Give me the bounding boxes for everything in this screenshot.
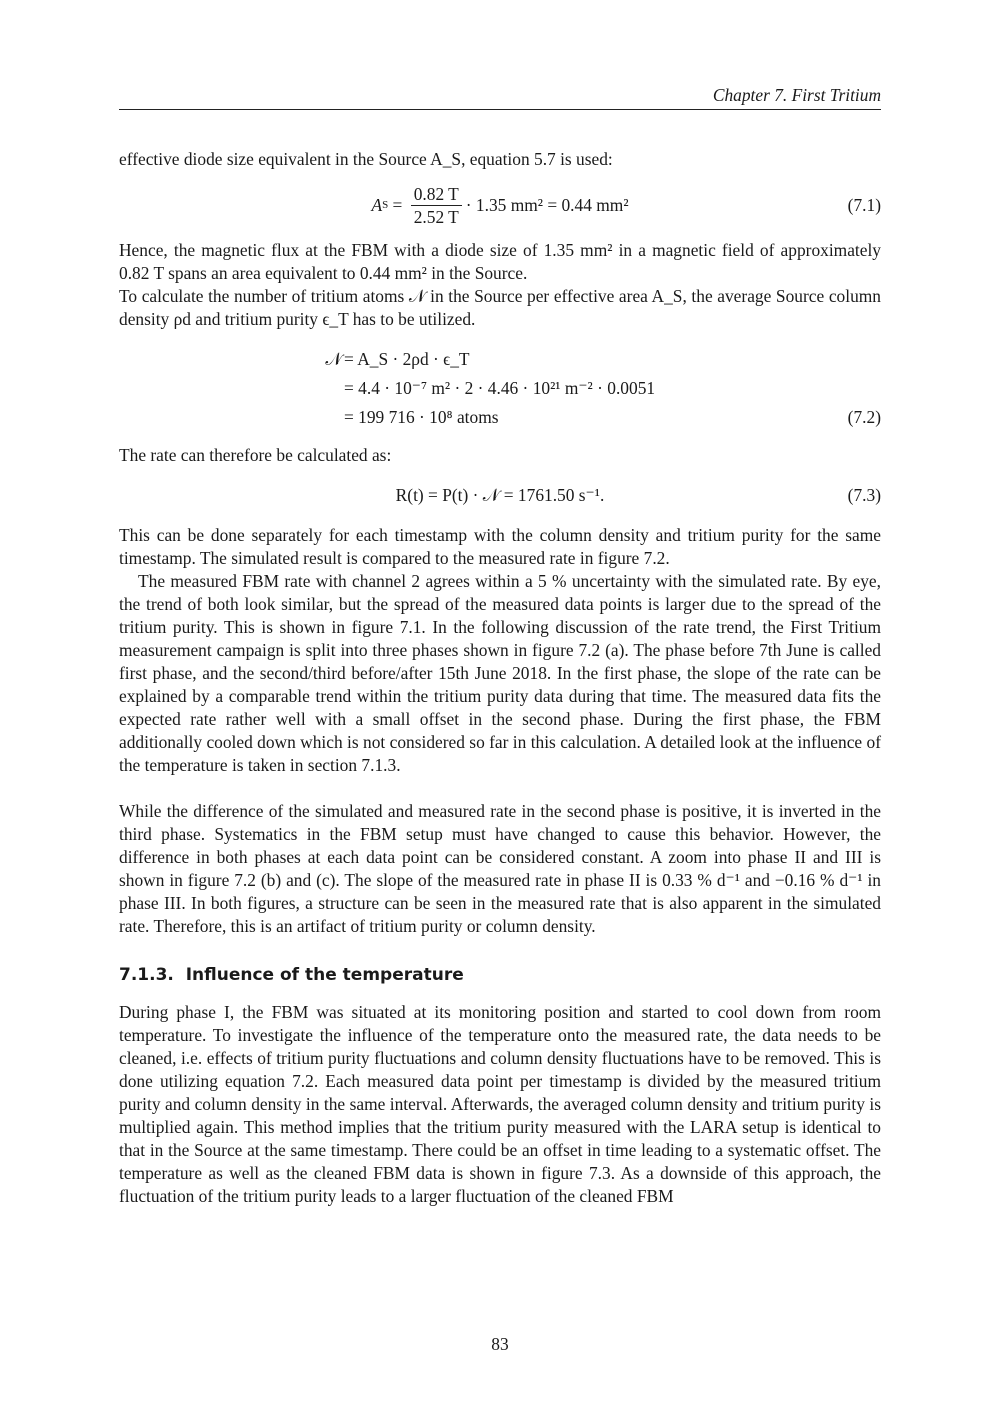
eq1-rest: · 1.35 mm² = 0.44 mm² <box>465 194 629 215</box>
equation-7-1: A S = $\frac{0.82 T}{2.52 T}$ · 1.35 mm² = 0.44 mm² (7.1) <box>371 183 881 227</box>
paragraph-measured-rate: The measured FBM rate with channel 2 agrees within a 5 % uncertainty with the simulated rate. By eye, the trend of both look similar, but the spread of the measured data points is larger due to the spread of the tritium purity. This is shown in figure 7.1. In the following discussion of the rate trend, the First Tritium measurement campaign is split into three phases shown in figure 7.2 (a). The phase before 7th June is called first phase, and the second/third before/after 15th June 2018. In the first phase, the slope of the rate can be explained by a comparable trend within the tritium purity data during that time. The measured data fits the expected rate rather well with a small offset in the second phase. During the first phase, the FBM additionally cooled down which is not considered so far in this calculation. A detailed look at the influence of the temperature is taken in section 7.1.3. <box>119 571 881 775</box>
paragraph-difference: While the difference of the simulated and measured rate in the second phase is positive, it is inverted in the third phase. Systematics in the FBM setup must have changed to cause this behavior. However, the difference in both phases at each data point can be considered constant. A zoom into phase II and III is shown in figure 7.2 (b) and (c). The slope of the measured rate in phase II is 0.33 % d⁻¹ and −0.16 % d⁻¹ in phase III. In both figures, a structure can be seen in the measured rate that is also apparent in the simulated rate. Therefore, this is an artifact of tritium purity or column density. <box>119 801 881 936</box>
section-title: Influence of the temperature <box>185 965 464 985</box>
eq1-fraction <box>411 183 462 228</box>
page-body <box>119 84 881 1208</box>
eq1-lhs: A <box>371 194 383 215</box>
chapter-title: Chapter 7. First Tritium <box>712 85 881 105</box>
eq1-equals: = <box>388 194 407 215</box>
eq2-row-2: = 4.4 · 10⁻⁷ m² · 2 · 4.46 · 10²¹ m⁻² · 0.0051 <box>344 378 656 398</box>
paragraph-flux: Hence, the magnetic flux at the FBM with a diode size of 1.35 mm² in a magnetic field of approximately 0.82 T spans an area equivalent to 0.44 mm² in the Source. <box>119 240 881 283</box>
paragraph-rate-intro: The rate can therefore be calculated as: <box>119 445 392 465</box>
eq2-label: (7.2) <box>847 407 881 427</box>
equation-7-2 <box>119 345 881 432</box>
paragraph-separate: This can be done separately for each timestamp with the column density and tritium purity for the same timestamp. The simulated result is compared to the measured rate in figure 7.2. <box>119 525 881 568</box>
eq2-lhs: 𝒩 <box>325 349 342 369</box>
eq2-row-1: = A_S · 2ρd · ϵ_T <box>344 349 470 369</box>
paragraph-temperature: During phase I, the FBM was situated at its monitoring position and started to cool down from room temperature. To investigate the influence of the temperature onto the measured rate, the data needs to be cleaned, i.e. effects of tritium purity fluctuations and column density fluctuations have to be removed. This is done utilizing equation 7.2. Each measured data point per timestamp is divided by the measured tritium purity and column density in the same interval. Afterwards, the averaged column density and tritium purity is multiplied again. This method implies that the tritium purity measured with the LARA setup is identical to that in the Source at the same timestamp. There could be an offset in time leading to a systematic offset. The temperature as well as the cleaned FBM data is shown in figure 7.3. As a downside of this approach, the fluctuation of the tritium purity leads to a larger fluctuation of the cleaned FBM <box>119 1002 881 1206</box>
eq3-label: (7.3) <box>847 485 881 505</box>
equation-7-3 <box>119 483 881 508</box>
paragraph-calc: To calculate the number of tritium atoms 𝒩 in the Source per effective area A_S, the average Source column density ρd and tritium purity ϵ_T has to be utilized. <box>119 286 881 329</box>
eq1-numerator: 0.82 T <box>411 183 462 206</box>
eq1-label: (7.1) <box>847 194 881 215</box>
eq2-row-3: = 199 716 · 10⁸ atoms <box>344 407 499 427</box>
paragraph-intro: effective diode size equivalent in the Source A_S, equation 5.7 is used: <box>119 149 613 169</box>
eq1-denominator: 2.52 T <box>413 206 459 227</box>
eq3-body: R(t) = P(t) · 𝒩 = 1761.50 s⁻¹. <box>395 485 605 505</box>
section-number: 7.1.3. <box>119 965 174 985</box>
section-heading <box>119 964 881 987</box>
running-header <box>119 84 881 110</box>
page-number: 83 <box>491 1334 509 1354</box>
